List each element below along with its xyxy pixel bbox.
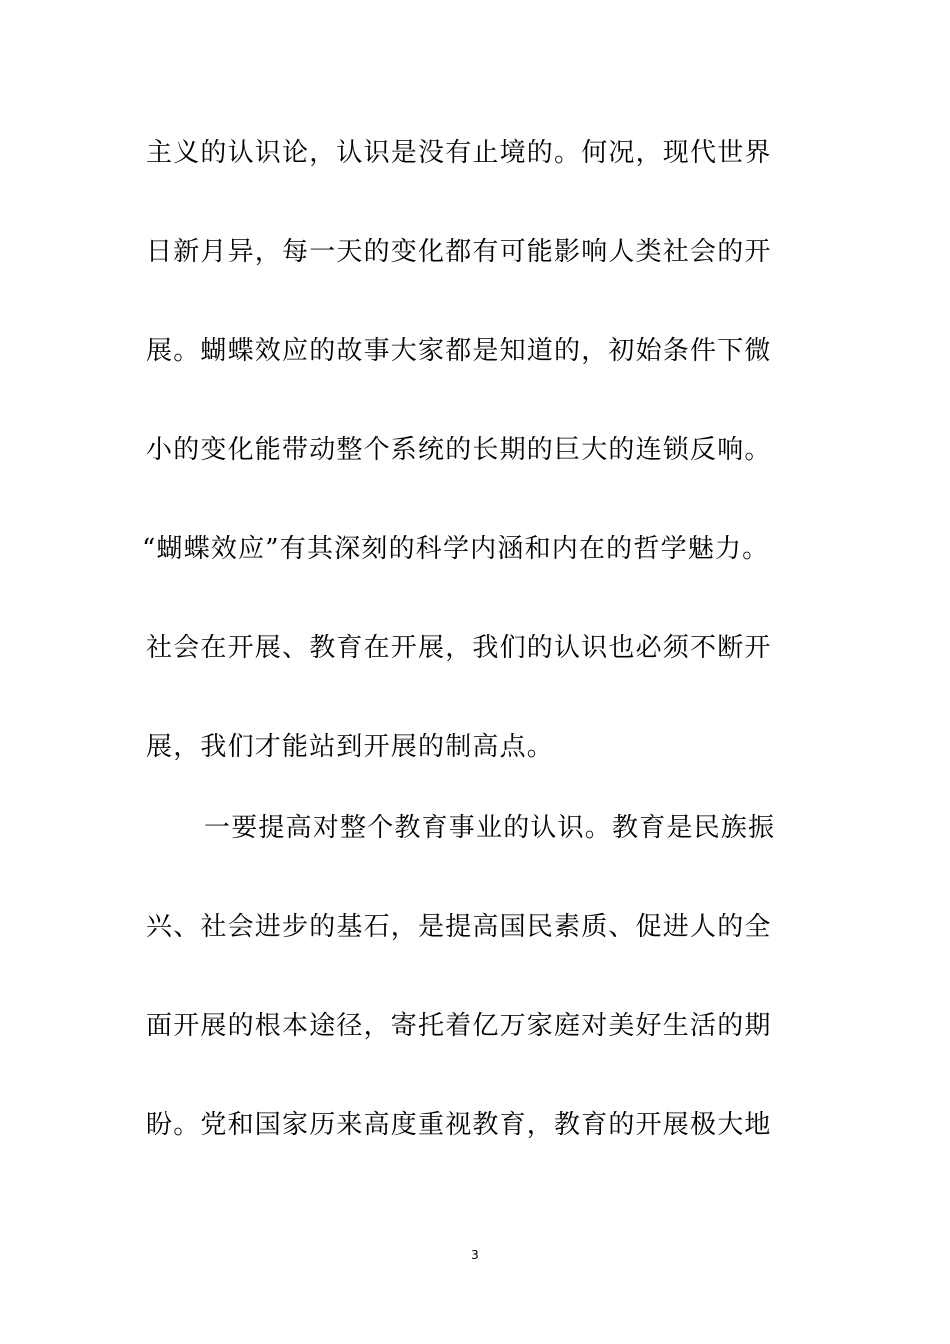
body-text-line: “蝴蝶效应”有其深刻的科学内涵和内在的哲学魅力。 [142, 534, 770, 564]
paragraph-first-line: 一要提高对整个教育事业的认识。教育是民族振 [204, 813, 776, 843]
body-text-line: 展。蝴蝶效应的故事大家都是知道的，初始条件下微 [146, 336, 772, 366]
page-number: 3 [471, 1248, 479, 1262]
body-text-line: 兴、社会进步的基石，是提高国民素质、促进人的全 [146, 912, 772, 942]
body-text-line: 盼。党和国家历来高度重视教育，教育的开展极大地 [146, 1110, 772, 1140]
body-text-line: 主义的认识论，认识是没有止境的。何况，现代世界 [146, 138, 772, 168]
body-text-line: 小的变化能带动整个系统的长期的巨大的连锁反响。 [146, 435, 772, 465]
body-text-line: 日新月异，每一天的变化都有可能影响人类社会的开 [146, 237, 772, 267]
body-text-line: 展，我们才能站到开展的制高点。 [146, 732, 555, 762]
body-text-line: 面开展的根本途径，寄托着亿万家庭对美好生活的期 [146, 1011, 772, 1041]
body-text-line: 社会在开展、教育在开展，我们的认识也必须不断开 [146, 633, 772, 663]
